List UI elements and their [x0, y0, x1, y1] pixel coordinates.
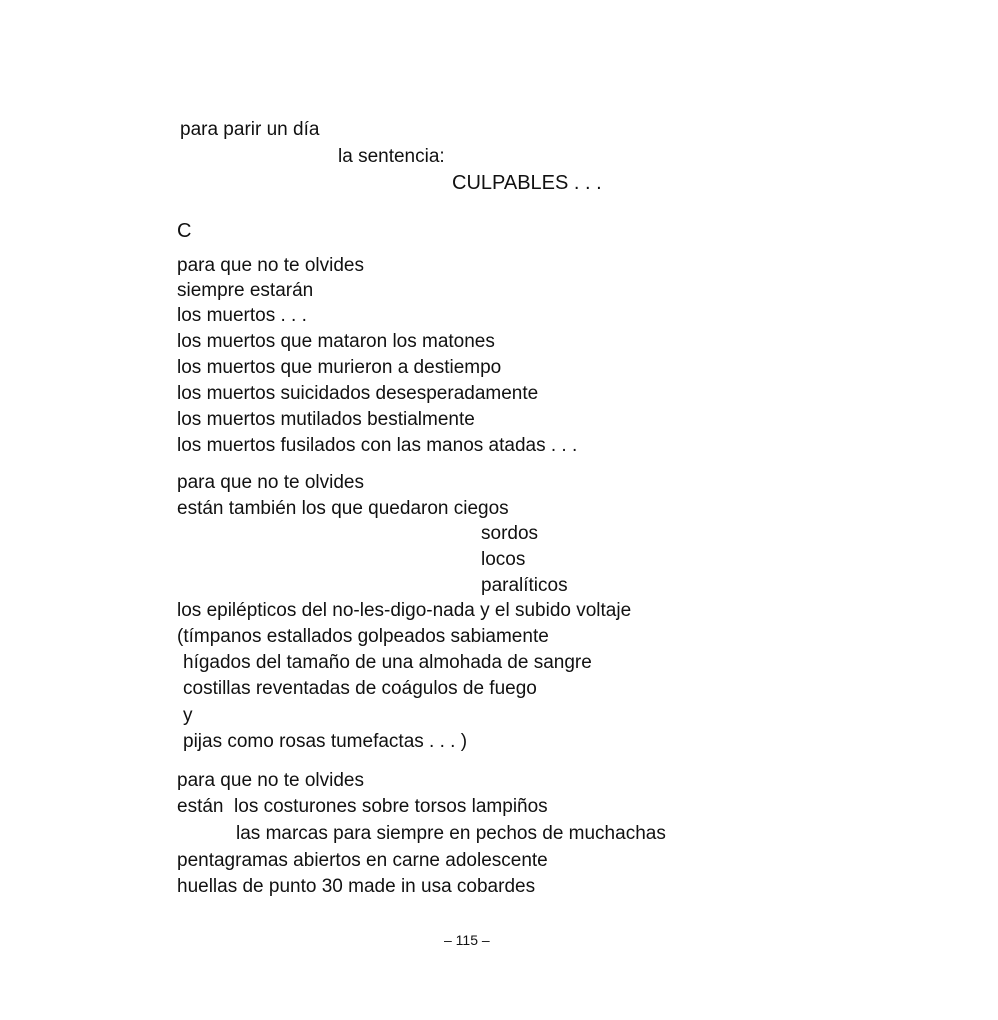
- page-number: – 115 –: [444, 932, 490, 948]
- stanza1-line-3: los muertos . . .: [177, 305, 307, 326]
- stanza3-line-3: las marcas para siempre en pechos de muchachas: [236, 823, 666, 844]
- stanza2-line-9: costillas reventadas de coágulos de fuego: [183, 678, 537, 699]
- stanza2-line-3: sordos: [481, 523, 539, 544]
- stanza2-line-8: hígados del tamaño de una almohada de sangre: [183, 652, 592, 673]
- stanza1-line-1: para que no te olvides: [177, 255, 364, 276]
- stanza3-line-1: para que no te olvides: [177, 770, 364, 791]
- stanza2-line-4: locos: [481, 549, 526, 570]
- stanza3-line-2: están los costurones sobre torsos lampiños: [177, 796, 548, 817]
- stanza1-line-5: los muertos que murieron a destiempo: [177, 357, 502, 378]
- stanza1-line-2: siempre estarán: [177, 280, 314, 301]
- stanza1-line-8: los muertos fusilados con las manos atadas . . .: [177, 435, 578, 456]
- stanza1-line-4: los muertos que mataron los matones: [177, 331, 495, 352]
- stanza3-line-5: huellas de punto 30 made in usa cobardes: [177, 876, 536, 897]
- stanza1-line-6: los muertos suicidados desesperadamente: [177, 383, 539, 404]
- stanza2-line-10: y: [183, 705, 193, 726]
- opening-line-1: para parir un día: [180, 119, 320, 140]
- stanza2-line-1: para que no te olvides: [177, 472, 364, 493]
- stanza1-line-7: los muertos mutilados bestialmente: [177, 409, 475, 430]
- stanza2-line-11: pijas como rosas tumefactas . . . ): [183, 731, 468, 752]
- stanza3-line-4: pentagramas abiertos en carne adolescente: [177, 850, 548, 871]
- stanza2-line-2: están también los que quedaron ciegos: [177, 498, 509, 519]
- section-letter: C: [177, 220, 192, 242]
- opening-line-3: CULPABLES . . .: [452, 172, 602, 194]
- stanza2-line-5: paralíticos: [481, 575, 568, 596]
- stanza2-line-7: (tímpanos estallados golpeados sabiamente: [177, 626, 549, 647]
- stanza2-line-6: los epilépticos del no-les-digo-nada y el subido voltaje: [177, 600, 632, 621]
- opening-line-2: la sentencia:: [338, 146, 445, 167]
